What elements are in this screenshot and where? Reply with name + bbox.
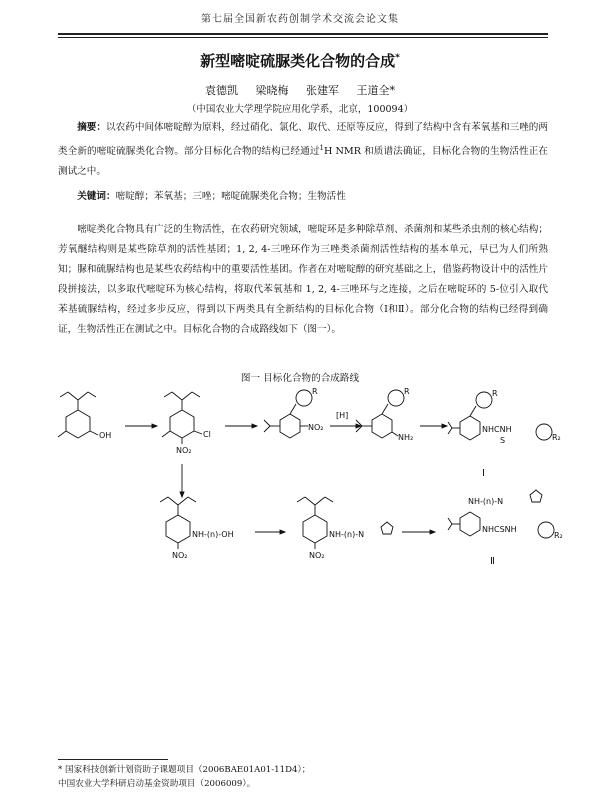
keywords-label: 关键词：	[77, 191, 116, 202]
triazolylalkyl-chain-label-2: NH-(n)-N	[468, 497, 504, 506]
chloro-label: Cl	[203, 430, 211, 439]
abstract-text: 以农药中间体嘧啶醇为原料，经过硝化、氯化、取代、还原等反应，得到了结构中含有苯氧基和三唑的两类全新的嘧啶硫脲类化合物。部分目标化合物的结构已经通过	[58, 122, 549, 158]
header-rule	[58, 33, 548, 35]
arrow-1	[125, 424, 157, 428]
reduction-reagent: [H]	[336, 411, 349, 420]
footnote-1: * 国家科技创新计划资助子课题项目（2006BAE01A01-11D4）；	[58, 765, 311, 775]
r-substituent-label: R	[312, 387, 318, 396]
nmr-superscript: 1	[319, 144, 324, 152]
keywords	[58, 187, 548, 207]
footnote-2: 中国农业大学科研启动基金资助项目（2006009）。	[58, 779, 256, 789]
target-compound-2	[448, 490, 563, 567]
author-4-name: 王道全	[356, 84, 390, 97]
amino-pyrimidine	[356, 387, 413, 442]
reduction-arrow	[330, 411, 361, 428]
amino-label: NH₂	[398, 433, 414, 442]
r2-substituent-label: R₂	[552, 433, 561, 442]
target-compound-1	[448, 389, 561, 479]
body-paragraph: 嘧啶类化合物具有广泛的生物活性，在农药研究领域，嘧啶环是多种除草剂、杀菌剂和某些杀虫剂的核心结构；芳氧醚结构则是某些除草剂的活性基团；1, 2, 4-三唑环作为三唑类杀菌剂活性结构的基本单元，早已为人们所熟知；脲和硫脲结构也是某些农药结构中的重要活性基团。作者在对嘧啶醇的研究基础之上，借鉴药物设计中的活性片段拼接法，以多取代嘧啶环为核心结构，将取代苯氧基和 1, 2, 4-三唑环与之连接，之后在嘧啶环的 5-位引入取代苯基硫脲结构，经过多步反应，得到以下两类具有全新结构的目标化合物（Ⅰ和Ⅱ）。部分化合物的结构已经得到确证，生物活性正在测试之中。目标化合物的合成路线如下（图一）。	[58, 224, 548, 335]
footnote-rule	[58, 759, 168, 760]
thiourea-linker-label: NHCNH	[482, 425, 512, 434]
title-footnote-mark: *	[395, 53, 400, 63]
arrow-down	[180, 464, 184, 497]
pyrimidinol-start	[58, 392, 111, 440]
triazolylalkylamino-pyrimidine	[297, 497, 393, 560]
abstract-label: 摘要：	[77, 122, 107, 133]
author-1: 袁德凯	[205, 84, 238, 97]
author-2: 梁晓梅	[255, 84, 289, 97]
compound-2-label: Ⅱ	[490, 556, 495, 567]
nitro-label-2: NO₂	[308, 423, 324, 432]
synthesis-scheme	[30, 384, 570, 584]
arrow-4	[255, 530, 285, 534]
r2-substituent-label-2: R₂	[554, 531, 563, 540]
author-4	[357, 84, 396, 97]
hydroxyalkyl-chain-label: NH-(n)-OH	[192, 530, 234, 539]
abstract	[58, 118, 548, 182]
nitro-label-4: NO₂	[309, 551, 325, 560]
phenoxy-nitro-pyrimidine	[264, 387, 324, 438]
chloro-nitro-pyrimidine	[162, 392, 211, 455]
hydroxyalkylamino-pyrimidine	[160, 497, 234, 560]
hydroxyl-label: OH	[99, 431, 112, 440]
affiliation: （中国农业大学理学院应用化学系，北京，100094）	[186, 104, 414, 115]
nitro-label: NO₂	[176, 446, 192, 455]
figure-caption: 图一 目标化合物的合成路线	[240, 373, 360, 384]
thione-sulfur-label: S	[500, 436, 506, 445]
keywords-text: 嘧啶醇；苯氧基；三唑；嘧啶硫脲类化合物；生物活性	[115, 191, 346, 202]
arrow-5	[402, 530, 435, 534]
compound-1-label: Ⅰ	[482, 468, 485, 479]
arrow-2	[225, 424, 257, 428]
author-3: 张建军	[306, 84, 339, 97]
header-rule-thin	[58, 37, 548, 38]
thiourea-linker-label-2: NHCSNH	[482, 525, 517, 534]
r-substituent-label-3: R	[492, 389, 498, 398]
paper-title	[0, 50, 600, 71]
arrow-3	[420, 424, 447, 428]
corresponding-mark: *	[389, 84, 395, 97]
author-list	[0, 82, 600, 98]
triazolylalkyl-chain-label: NH-(n)-N	[329, 530, 365, 539]
abstract-text-end: H NMR 和质谱法确证，目标化合物的生物活性正在测试之中。	[58, 146, 549, 178]
nitro-label-3: NO₂	[172, 551, 188, 560]
r-substituent-label-2: R	[404, 387, 410, 396]
title-text: 新型嘧啶硫脲类化合物的合成	[200, 52, 396, 70]
running-header: 第七届全国新农药创制学术交流会论文集	[201, 14, 399, 25]
